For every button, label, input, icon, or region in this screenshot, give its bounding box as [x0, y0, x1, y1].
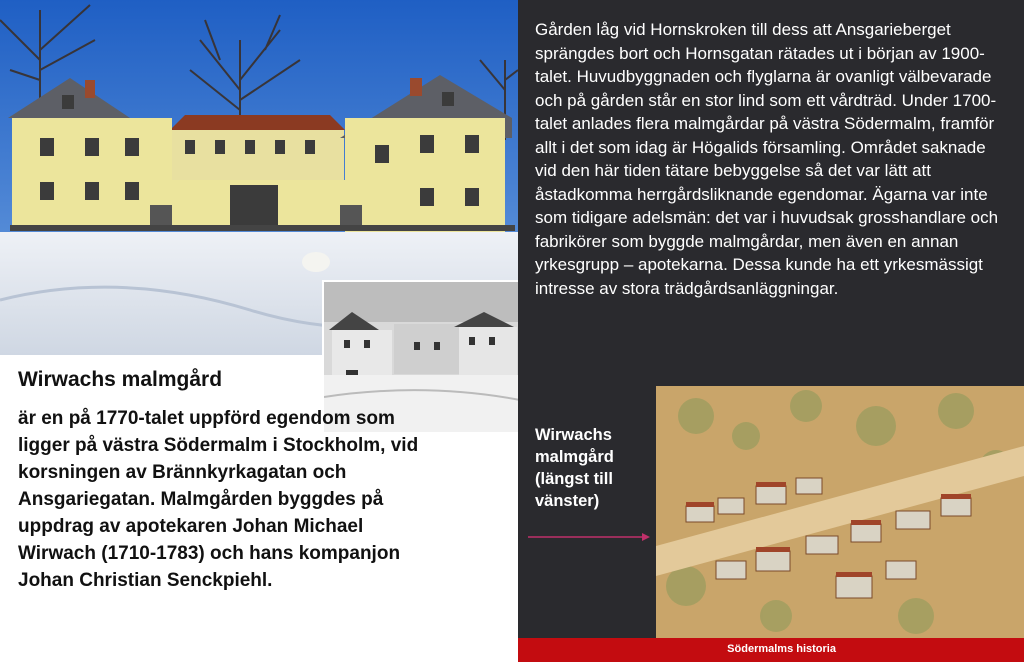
history-text: Gården låg vid Hornskroken till dess att Ansgarieberget sprängdes bort och Hornsgatan rätades ut i början av 1900-talet. Huvudbyggnaden och flyglarna är ovanligt välbevarade och på gården står en stor lind som ett vårdträd. Under 1700-talet anlades flera malmgårdar på västra Södermalm, framför allt i det som idag är Högalids församling. Området saknade vid den här tiden tätare bebyggelse så det var lätt att åstadkomma herrgårdsliknande egendomar. Ägarna var inte som tidigare adelsmän: det var i huvudsak grosshandlare och fabrikörer som byggde malmgårdar, men även en annan yrkesgrupp – apotekarna. Dessa kunde ha ett yrkesmässigt intresse av stora trädgårdsanläggningar.: [535, 20, 999, 298]
map-caption: Wirwachs malmgård (längst till vänster): [535, 426, 614, 510]
intro-text: är en på 1770-talet uppförd egendom som ligger på västra Södermalm i Stockholm, vid korsningen av Brännkyrkagatan och Ansgariegatan. Malmgården byggdes på uppdrag av apotekaren Johan Michael Wirwach (1710-1783) och hans kompanjon Johan Christian Senckpiehl.: [18, 408, 419, 591]
historic-map-image: [656, 386, 1024, 638]
footer-label: Södermalms historia: [727, 643, 836, 655]
pointer-arrow-icon: [528, 531, 650, 543]
footer-bar: [518, 638, 1024, 662]
page-title: Wirwachs malmgård: [18, 368, 223, 391]
